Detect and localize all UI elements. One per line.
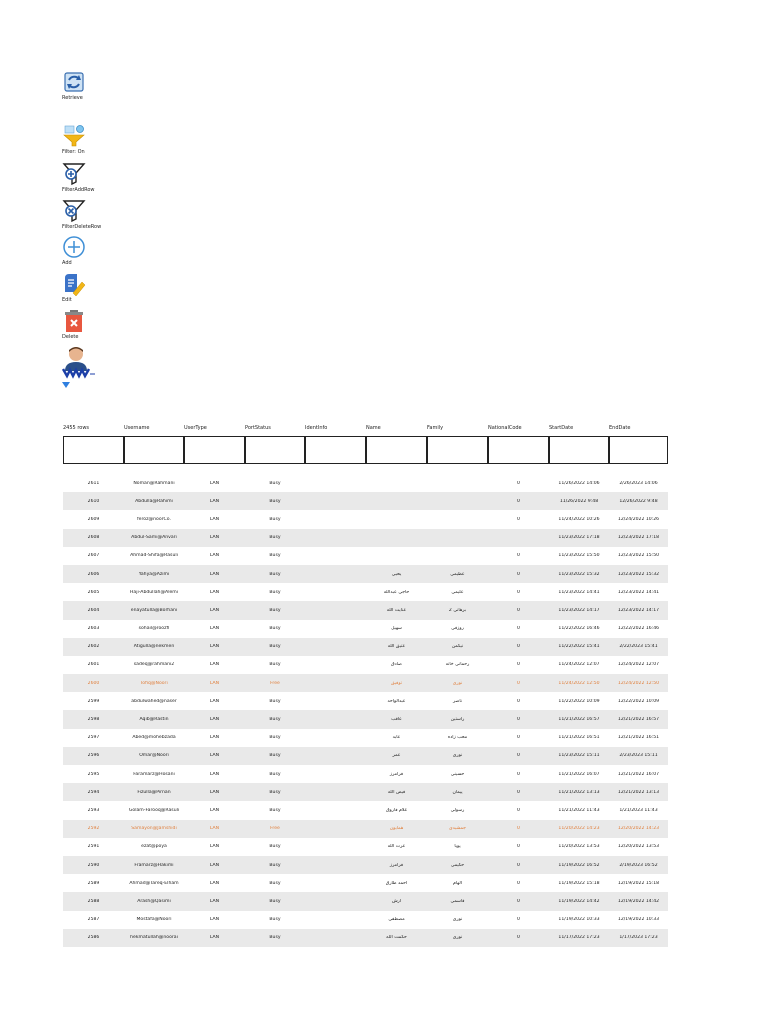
- trash-icon: [62, 309, 86, 333]
- cell-nationalcode: 0: [517, 717, 520, 723]
- cell-portstatus: Busy: [269, 498, 281, 504]
- cell-nationalcode: 0: [517, 571, 520, 577]
- cell-username: enayatulla@Borhani: [130, 607, 178, 613]
- cell-usertype: LAN: [209, 626, 220, 632]
- cell-id: 2605: [87, 589, 100, 595]
- cell-portstatus: Busy: [269, 735, 281, 741]
- cell-usertype: LAN: [209, 898, 220, 904]
- cell-nationalcode: 0: [517, 607, 520, 613]
- cell-id: 2590: [87, 862, 100, 868]
- cell-startdate: 11/22/2022 15:41: [558, 644, 600, 650]
- cell-enddate: 12/23/2022 15:32: [617, 571, 660, 577]
- cell-startdate: 11/23/2022 15:50: [558, 553, 600, 559]
- filter-delete-row-label: FilterDeleteRow: [62, 224, 102, 230]
- cell-startdate: 11/26/2022 14:06: [558, 480, 600, 486]
- cell-id: 2606: [87, 571, 100, 577]
- column-header-identinfo[interactable]: IdentInfo: [305, 425, 328, 431]
- cell-family: حكيمى: [450, 862, 465, 868]
- table-row[interactable]: [63, 565, 668, 583]
- cell-nationalcode: 0: [517, 498, 520, 504]
- filter-cell-nationalcode[interactable]: [488, 436, 549, 464]
- cell-portstatus: Free: [270, 826, 280, 832]
- cell-portstatus: Busy: [269, 789, 281, 795]
- cell-usertype: LAN: [209, 917, 220, 923]
- column-header-startdate[interactable]: StartDate: [549, 425, 574, 431]
- cell-startdate: 11/23/2022 14:41: [558, 589, 600, 595]
- cell-name: آرش: [391, 898, 402, 904]
- edit-button[interactable]: [62, 272, 86, 303]
- user-avatar-icon: [62, 345, 96, 379]
- filter-funnel-icon: [62, 124, 86, 148]
- cell-username: Aqib@Rastin: [139, 717, 169, 723]
- cell-startdate: 11/20/2022 13:53: [558, 844, 600, 850]
- cell-name: عاقب: [391, 717, 402, 723]
- cell-enddate: 12/23/2022 14:41: [617, 589, 660, 595]
- table-row[interactable]: [63, 747, 668, 765]
- cell-username: Noman@Rahmani: [133, 480, 175, 486]
- cell-enddate: 12/24/2022 12:07: [617, 662, 660, 668]
- cell-name: فيض الله: [387, 789, 406, 795]
- cell-startdate: 11/24/2022 12:50: [558, 680, 600, 686]
- cell-enddate: 12/19/2022 14:42: [617, 898, 660, 904]
- cell-name: حاجی عبدالله: [383, 589, 410, 595]
- cell-family: برهانی 2: [448, 607, 467, 613]
- cell-username: Atigulla@nekmen: [133, 644, 175, 650]
- cell-family: نيكمن: [451, 644, 464, 650]
- cell-id: 2597: [87, 735, 100, 741]
- cell-name: حكمت الله: [386, 935, 407, 941]
- cell-portstatus: Busy: [269, 898, 281, 904]
- cell-name: احمد طارق: [385, 880, 408, 886]
- cell-startdate: 11/19/2022 14:42: [558, 898, 600, 904]
- cell-portstatus: Busy: [269, 553, 281, 559]
- edit-document-icon: [62, 272, 86, 296]
- cell-startdate: 11/24/2022 10:26: [558, 516, 600, 522]
- cell-username: Fizulla@Pirnan: [137, 789, 171, 795]
- cell-family: پويا: [454, 844, 461, 850]
- cell-usertype: LAN: [209, 789, 220, 795]
- cell-portstatus: Busy: [269, 753, 281, 759]
- cell-username: sadeq@rahmani2: [133, 662, 175, 668]
- cell-startdate: 11/19/2022 16:52: [558, 862, 600, 868]
- cell-startdate: 11/23/2022 14:17: [558, 607, 600, 613]
- table-row[interactable]: [63, 710, 668, 728]
- cell-id: 2586: [87, 935, 100, 941]
- cell-name: عزت الله: [387, 844, 406, 850]
- cell-family: عليمى: [451, 589, 464, 595]
- table-row[interactable]: [63, 892, 668, 910]
- cell-portstatus: Busy: [269, 516, 281, 522]
- cell-enddate: 1/17/2023 17:23: [619, 935, 658, 941]
- cell-usertype: LAN: [209, 553, 220, 559]
- cell-username: Tofiq@Noori: [140, 680, 168, 686]
- column-header-name[interactable]: Name: [366, 425, 381, 431]
- cell-nationalcode: 0: [517, 753, 520, 759]
- table-row[interactable]: [63, 674, 668, 692]
- cell-family: عظيمى: [450, 571, 465, 577]
- cell-usertype: LAN: [209, 807, 220, 813]
- filter-status-label: Filter: On: [62, 149, 85, 155]
- cell-username: Faramarz@Hosani: [133, 771, 175, 777]
- cell-id: 2589: [87, 880, 100, 886]
- cell-id: 2587: [87, 917, 100, 923]
- cell-name: عبدالواحد: [387, 698, 406, 704]
- cell-usertype: LAN: [209, 844, 220, 850]
- cell-startdate: 11/20/2022 14:23: [558, 826, 600, 832]
- cell-usertype: LAN: [209, 680, 220, 686]
- filter-delete-icon: [62, 199, 86, 223]
- table-row[interactable]: [63, 929, 668, 947]
- cell-portstatus: Busy: [269, 698, 281, 704]
- table-row[interactable]: [63, 856, 668, 874]
- cell-enddate: 2/26/2023 14:06: [619, 480, 658, 486]
- cell-id: 2610: [87, 498, 100, 504]
- cell-name: همايون: [389, 826, 404, 832]
- cell-username: feroz@noorCo.: [137, 516, 171, 522]
- cell-nationalcode: 0: [517, 807, 520, 813]
- cell-usertype: LAN: [209, 735, 220, 741]
- cell-portstatus: Busy: [269, 717, 281, 723]
- cell-usertype: LAN: [209, 516, 220, 522]
- cell-username: Ahmad@Tareq-Elham: [129, 880, 179, 886]
- filter-cell-name[interactable]: [366, 436, 427, 464]
- table-row[interactable]: [63, 601, 668, 619]
- cell-username: Abed@mohebzada: [132, 735, 176, 741]
- filter-cell-enddate[interactable]: [609, 436, 668, 464]
- column-header-family[interactable]: Family: [427, 425, 444, 431]
- cell-nationalcode: 0: [517, 680, 520, 686]
- grid-header: [63, 420, 668, 436]
- cell-portstatus: Busy: [269, 807, 281, 813]
- delete-button[interactable]: [62, 309, 86, 340]
- cell-usertype: LAN: [209, 498, 220, 504]
- cell-family: قاسمى: [450, 898, 465, 904]
- cell-name: يحيى: [391, 571, 402, 577]
- cell-id: 2599: [87, 698, 100, 704]
- cell-enddate: 12/21/2022 13:13: [617, 789, 660, 795]
- cell-family: حسينى: [450, 771, 465, 777]
- cell-usertype: LAN: [209, 826, 220, 832]
- cell-nationalcode: 0: [517, 480, 520, 486]
- filter-cell-username[interactable]: [124, 436, 184, 464]
- cell-family: الهام: [452, 880, 463, 886]
- cell-id: 2607: [87, 553, 100, 559]
- row-count-label: 2455 rows: [63, 425, 90, 431]
- cell-username: Haji-Abdullah@Alemi: [129, 589, 179, 595]
- column-header-portstatus[interactable]: PortStatus: [245, 425, 271, 431]
- cell-usertype: LAN: [209, 698, 220, 704]
- column-header-username[interactable]: Username: [124, 425, 150, 431]
- cell-username: hekmatullah@noorai: [130, 935, 178, 941]
- table-row[interactable]: [63, 838, 668, 856]
- add-button[interactable]: [62, 235, 86, 266]
- cell-username: Samayon@Jamshidi: [131, 826, 177, 832]
- cell-name: سهيل: [391, 626, 402, 632]
- cell-enddate: 12/20/2022 14:23: [617, 826, 660, 832]
- cell-portstatus: Busy: [269, 917, 281, 923]
- cell-name: غلام فاروق: [385, 807, 408, 813]
- cell-usertype: LAN: [209, 771, 220, 777]
- cell-usertype: LAN: [209, 753, 220, 759]
- cell-name: فرامرز: [389, 862, 404, 868]
- table-row[interactable]: [63, 547, 668, 565]
- cell-startdate: 11/24/2022 12:07: [558, 662, 600, 668]
- cell-portstatus: Busy: [269, 644, 281, 650]
- cell-family: نورى: [452, 753, 463, 759]
- cell-nationalcode: 0: [517, 771, 520, 777]
- cell-portstatus: Busy: [269, 880, 281, 886]
- cell-enddate: 12/20/2022 13:53: [617, 844, 660, 850]
- cell-usertype: LAN: [209, 880, 220, 886]
- cell-id: 2594: [87, 789, 100, 795]
- table-row[interactable]: [63, 583, 668, 601]
- cell-enddate: 12/22/2022 16:46: [617, 626, 660, 632]
- table-row[interactable]: [63, 638, 668, 656]
- cell-id: 2604: [87, 607, 100, 613]
- cell-nationalcode: 0: [517, 626, 520, 632]
- cell-enddate: 12/23/2022 15:50: [617, 553, 660, 559]
- cell-username: Framarz@Hakimi: [134, 862, 174, 868]
- cell-nationalcode: 0: [517, 880, 520, 886]
- cell-id: 2602: [87, 644, 100, 650]
- cell-startdate: 11/21/2022 16:51: [558, 735, 600, 741]
- cell-family: رسولى: [450, 807, 465, 813]
- cell-username: Golam-Farooq@Rasuli: [128, 807, 180, 813]
- cell-family: راستين: [450, 717, 465, 723]
- table-row[interactable]: [63, 656, 668, 674]
- cell-id: 2588: [87, 898, 100, 904]
- table-row[interactable]: [63, 692, 668, 710]
- cell-id: 2591: [87, 844, 100, 850]
- delete-label: Delete: [62, 334, 79, 340]
- table-row[interactable]: [63, 474, 668, 492]
- cell-enddate: 12/22/2022 10:09: [617, 698, 660, 704]
- cell-nationalcode: 0: [517, 698, 520, 704]
- column-header-enddate[interactable]: EndDate: [609, 425, 631, 431]
- cell-nationalcode: 0: [517, 644, 520, 650]
- table-row[interactable]: [63, 911, 668, 929]
- filter-cell-identinfo[interactable]: [305, 436, 366, 464]
- cell-portstatus: Busy: [269, 935, 281, 941]
- cell-usertype: LAN: [209, 607, 220, 613]
- cell-startdate: 11/17/2022 17:23: [558, 935, 600, 941]
- cell-startdate: 11/22/2022 16:46: [558, 626, 600, 632]
- cell-startdate: 11/19/2022 10:33: [558, 917, 600, 923]
- filter-toggle-button[interactable]: [62, 124, 86, 155]
- cell-nationalcode: 0: [517, 789, 520, 795]
- cell-id: 2592: [87, 826, 100, 832]
- filter-cell-family[interactable]: [427, 436, 488, 464]
- cell-startdate: 11/21/2022 16:07: [558, 771, 600, 777]
- cell-nationalcode: 0: [517, 935, 520, 941]
- cell-family: نورى: [452, 680, 463, 686]
- table-row[interactable]: [63, 620, 668, 638]
- cell-nationalcode: 0: [517, 516, 520, 522]
- add-label: Add: [62, 260, 72, 266]
- cell-nationalcode: 0: [517, 589, 520, 595]
- cell-id: 2601: [87, 662, 100, 668]
- cell-family: رحمانی خانه: [445, 662, 470, 668]
- cell-name: عتيق الله: [387, 644, 406, 650]
- grid-body: [63, 474, 668, 947]
- cell-portstatus: Free: [270, 680, 280, 686]
- cell-name: عنایت الله: [386, 607, 407, 613]
- refresh-icon: [62, 70, 86, 94]
- cell-id: 2608: [87, 535, 100, 541]
- cell-id: 2600: [87, 680, 100, 686]
- column-header-usertype[interactable]: UserType: [184, 425, 207, 431]
- cell-enddate: 2/23/2023 15:11: [619, 753, 658, 759]
- filter-cell-usertype[interactable]: [184, 436, 245, 464]
- cell-startdate: 11/23/2022 15:32: [558, 571, 600, 577]
- cell-startdate: 11/21/2022 16:57: [558, 717, 600, 723]
- cell-nationalcode: 0: [517, 862, 520, 868]
- cell-username: Abdul-Sami@Anvari: [131, 535, 177, 541]
- cell-id: 2593: [87, 807, 100, 813]
- cell-startdate: 11/19/2022 15:18: [558, 880, 600, 886]
- table-row[interactable]: [63, 492, 668, 510]
- cell-username: Ahmad-Shifa@Rasuli: [130, 553, 178, 559]
- cell-enddate: 12/23/2022 14:17: [617, 607, 660, 613]
- cell-portstatus: Busy: [269, 626, 281, 632]
- cell-usertype: LAN: [209, 571, 220, 577]
- cell-enddate: 12/26/2022 9:48: [619, 498, 658, 504]
- cell-usertype: LAN: [209, 662, 220, 668]
- cell-family: محب زاده: [447, 735, 468, 741]
- cell-enddate: 12/24/2022 10:26: [617, 516, 660, 522]
- filter-cell-startdate[interactable]: [549, 436, 609, 464]
- table-row[interactable]: [63, 874, 668, 892]
- cell-username: Mostafa@Noori: [136, 917, 172, 923]
- table-row[interactable]: [63, 529, 668, 547]
- cell-usertype: LAN: [209, 535, 220, 541]
- cell-portstatus: Busy: [269, 862, 281, 868]
- cell-startdate: 11/21/2022 13:13: [558, 789, 600, 795]
- table-row[interactable]: [63, 801, 668, 819]
- cell-enddate: 12/21/2022 16:07: [617, 771, 660, 777]
- cell-username: Arash@Qasimi: [137, 898, 171, 904]
- cell-nationalcode: 0: [517, 917, 520, 923]
- cell-nationalcode: 0: [517, 898, 520, 904]
- table-row[interactable]: [63, 783, 668, 801]
- cell-usertype: LAN: [209, 644, 220, 650]
- cell-enddate: 12/24/2022 12:50: [617, 680, 660, 686]
- cell-id: 2603: [87, 626, 100, 632]
- cell-name: صادق: [391, 662, 402, 668]
- cell-id: 2598: [87, 717, 100, 723]
- cell-username: Yahya@Azimi: [138, 571, 170, 577]
- cell-portstatus: Busy: [269, 662, 281, 668]
- cell-portstatus: Busy: [269, 535, 281, 541]
- cell-id: 2595: [87, 771, 100, 777]
- cell-startdate: 11/23/2022 15:11: [558, 753, 600, 759]
- retrieve-label: Retrieve: [62, 95, 83, 101]
- cell-family: پيمان: [452, 789, 463, 795]
- cell-name: مصطفى: [388, 917, 405, 923]
- table-row[interactable]: [63, 510, 668, 528]
- cell-usertype: LAN: [209, 862, 220, 868]
- cell-portstatus: Busy: [269, 844, 281, 850]
- filter-cell-id[interactable]: [63, 436, 124, 464]
- cell-enddate: 2/19/2023 16:52: [619, 862, 658, 868]
- cell-startdate: 11/23/2022 17:18: [558, 535, 600, 541]
- cell-enddate: 2/22/2023 15:41: [619, 644, 658, 650]
- cell-enddate: 1/21/2023 11:43: [619, 807, 658, 813]
- filter-add-row-button[interactable]: [62, 162, 94, 193]
- filter-add-icon: [62, 162, 86, 186]
- cell-username: abdulwahed@naser: [131, 698, 177, 704]
- cell-family: جمشيدى: [449, 826, 466, 832]
- cell-family: نورى: [452, 935, 463, 941]
- cell-usertype: LAN: [209, 935, 220, 941]
- cell-family: نورى: [452, 917, 463, 923]
- table-row[interactable]: [63, 729, 668, 747]
- retrieve-button[interactable]: [62, 70, 86, 101]
- cell-name: عمر: [392, 753, 401, 759]
- data-grid: [63, 420, 668, 947]
- cell-nationalcode: 0: [517, 553, 520, 559]
- user-menu-button[interactable]: [62, 345, 96, 388]
- cell-nationalcode: 0: [517, 844, 520, 850]
- cell-enddate: 12/23/2022 17:18: [617, 535, 660, 541]
- cell-startdate: 11/21/2022 11:43: [558, 807, 600, 813]
- cell-nationalcode: 0: [517, 826, 520, 832]
- cell-id: 2609: [87, 516, 100, 522]
- table-row[interactable]: [63, 765, 668, 783]
- cell-enddate: 12/19/2022 10:33: [617, 917, 660, 923]
- cell-startdate: 11/26/2022 9:48: [559, 498, 599, 504]
- cell-username: sohail@roozfi: [138, 626, 170, 632]
- cell-enddate: 12/21/2022 16:51: [617, 735, 660, 741]
- cell-startdate: 11/22/2022 10:09: [558, 698, 600, 704]
- cell-portstatus: Busy: [269, 589, 281, 595]
- cell-nationalcode: 0: [517, 662, 520, 668]
- cell-portstatus: Busy: [269, 607, 281, 613]
- cell-portstatus: Busy: [269, 480, 281, 486]
- filter-delete-row-button[interactable]: [62, 199, 101, 230]
- cell-nationalcode: 0: [517, 735, 520, 741]
- chevron-down-icon[interactable]: [62, 382, 70, 388]
- plus-circle-icon: [62, 235, 86, 259]
- cell-usertype: LAN: [209, 589, 220, 595]
- edit-label: Edit: [62, 297, 72, 303]
- cell-id: 2596: [87, 753, 100, 759]
- cell-name: فرامرز: [389, 771, 404, 777]
- filter-add-row-label: FilterAddRow: [62, 187, 95, 193]
- cell-family: روزفى: [451, 626, 464, 632]
- cell-name: عابد: [392, 735, 401, 741]
- cell-portstatus: Busy: [269, 771, 281, 777]
- cell-family: ناصر: [452, 698, 463, 704]
- filter-row: [63, 436, 668, 464]
- table-row[interactable]: [63, 820, 668, 838]
- cell-id: 2611: [87, 480, 100, 486]
- column-header-nationalcode[interactable]: NationalCode: [488, 425, 522, 431]
- cell-usertype: LAN: [209, 480, 220, 486]
- cell-enddate: 12/21/2022 16:57: [617, 717, 660, 723]
- cell-portstatus: Busy: [269, 571, 281, 577]
- filter-cell-portstatus[interactable]: [245, 436, 305, 464]
- cell-username: ezat@poya: [141, 844, 167, 850]
- cell-username: Omar@Noori: [139, 753, 169, 759]
- cell-username: Abdulla@Rahimi: [135, 498, 173, 504]
- cell-usertype: LAN: [209, 717, 220, 723]
- cell-enddate: 12/19/2022 15:18: [617, 880, 660, 886]
- cell-name: توفيق: [390, 680, 403, 686]
